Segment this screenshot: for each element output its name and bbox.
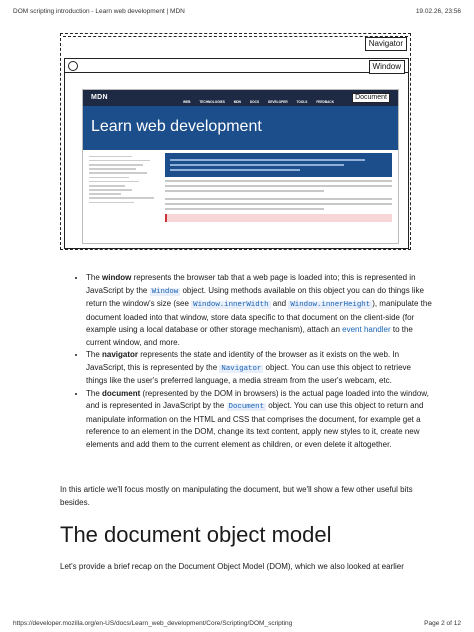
recap-paragraph: Let's provide a brief recap on the Document Object Model (DOM), which we also looked at earlier bbox=[60, 562, 404, 571]
print-header bbox=[0, 8, 474, 15]
navigator-object-link[interactable]: Navigator bbox=[221, 364, 262, 373]
list-item-navigator: • The navigator represents the state and identity of the browser as it exists on the web. In JavaScript, this is represented by the Navigator object. You can use this object to retrieve things like the user's preferred language, a media stream from the user's webcam, etc. bbox=[86, 349, 432, 388]
mdn-logo: MDN bbox=[91, 94, 108, 101]
mdn-sidebar bbox=[89, 153, 161, 222]
print-page: Page 2 of 12 bbox=[424, 620, 461, 627]
print-datetime: 19.02.26, 23:56 bbox=[415, 8, 461, 15]
list-item-document: • The document (represented by the DOM in browsers) is the actual page loaded into the window, and is represented in JavaScript by the Document object. You can use this object to return and manipulate information on the HTML and CSS that comprises the document, for example get a reference to an element in the DOM, change its text content, apply new styles to it, create new elements and add them to the current element as children, or even delete it altogether. bbox=[86, 388, 432, 452]
term-navigator: navigator bbox=[102, 350, 139, 359]
window-label: Window bbox=[369, 60, 405, 74]
navigator-box bbox=[60, 33, 411, 250]
section-heading: The document object model bbox=[60, 522, 332, 547]
inner-width-link[interactable]: Window.innerWidth bbox=[193, 301, 269, 309]
mdn-body bbox=[83, 150, 398, 225]
mdn-nav-item: WEB TECHNOLOGIES bbox=[183, 100, 225, 104]
mdn-nav-item: DEVELOPER TOOLS bbox=[267, 100, 308, 104]
mdn-nav bbox=[183, 100, 334, 104]
mdn-nav-item: FEEDBACK bbox=[316, 100, 335, 104]
event-handler-link[interactable]: event handler bbox=[342, 325, 391, 334]
mdn-nav-item: MDN DOCS bbox=[233, 100, 260, 104]
term-document: document bbox=[102, 388, 141, 398]
document-label: Document bbox=[352, 93, 390, 103]
mdn-alert bbox=[165, 214, 392, 222]
bullet-list bbox=[72, 272, 432, 451]
print-url: https://developer.mozilla.org/en-US/docs/Learn_web_development/Core/Scripting/DOM_scripting bbox=[13, 620, 293, 627]
document-screenshot bbox=[82, 89, 399, 244]
window-box bbox=[64, 58, 409, 249]
navigator-box-inner-line bbox=[63, 36, 408, 53]
window-object-link[interactable]: Window bbox=[151, 287, 179, 296]
term-window: window bbox=[102, 273, 132, 282]
mdn-header bbox=[83, 90, 398, 106]
mdn-title: Learn web development bbox=[91, 118, 262, 135]
mdn-welcome-box bbox=[165, 153, 392, 177]
inner-height-link[interactable]: Window.innerHeight bbox=[290, 301, 371, 309]
mdn-main bbox=[165, 153, 392, 222]
window-button-icon bbox=[68, 61, 78, 71]
mdn-hero bbox=[83, 106, 398, 150]
window-bar bbox=[65, 59, 408, 73]
print-footer bbox=[0, 620, 474, 627]
document-object-link[interactable]: Document bbox=[228, 403, 265, 411]
print-title: DOM scripting introduction - Learn web development | MDN bbox=[13, 8, 185, 15]
browser-diagram bbox=[60, 33, 413, 255]
navigator-label: Navigator bbox=[365, 37, 407, 51]
intro-paragraph: In this article we'll focus mostly on manipulating the document, but we'll show a few other useful bits besides. bbox=[60, 485, 413, 507]
list-item-window: • The window represents the browser tab that a web page is loaded into; this is represented in JavaScript by the Window object. Using methods available on this object you can do things like return the window's size (see Window.innerWidth and Window.innerHeight ), manipulate the document loaded into that window, store data specific to that document on the client-side (for example using a local database or other storage mechanism), attach an event handler to the current window, and more. bbox=[86, 272, 432, 349]
